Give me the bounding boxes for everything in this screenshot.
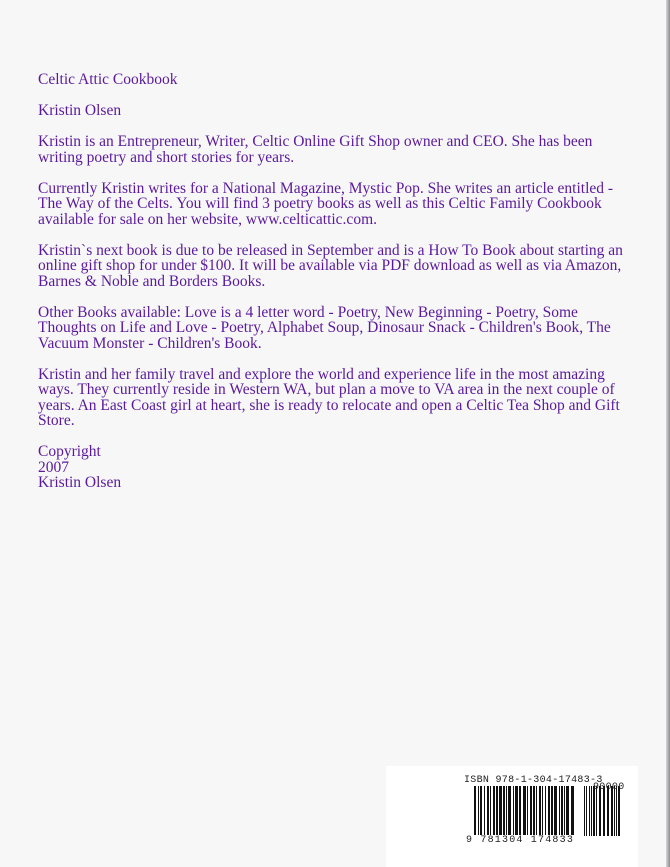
price-code: 90000 <box>593 782 625 793</box>
back-cover-text <box>38 72 628 491</box>
copyright-name: Kristin Olsen <box>38 474 122 491</box>
copyright-label: Copyright <box>38 443 101 460</box>
page-edge-shadow <box>666 0 670 867</box>
barcode-digits: 9 781304 174833 <box>466 835 575 846</box>
author-name: Kristin Olsen <box>38 102 122 119</box>
bio-paragraph-intro: Kristin is an Entrepreneur, Writer, Celtic Online Gift Shop owner and CEO. She has been writing poetry and short stories for years. <box>38 133 593 166</box>
bio-paragraph-next-book: Kristin`s next book is due to be released in September and is a How To Book about starting an online gift shop for under $100. It will be available via PDF download as well as via Amazon, Barnes & Noble and Borders Books. <box>38 241 623 290</box>
book-title: Celtic Attic Cookbook <box>38 71 178 88</box>
barcode-box <box>386 766 638 867</box>
copyright-block <box>38 444 628 491</box>
bio-paragraph-magazine: Currently Kristin writes for a National Magazine, Mystic Pop. She writes an article entitled - The Way of the Celts. You will find 3 poetry books as well as this Celtic Family Cookbook available for sale on her website, www.celticattic.com. <box>38 179 614 228</box>
isbn-label: ISBN 978-1-304-17483-3 <box>464 775 603 786</box>
bio-paragraph-family: Kristin and her family travel and explore the world and experience life in the most amazing ways. They currently reside in Western WA, but plan a move to VA area in the next couple of years. An East Coast girl at heart, she is ready to relocate and open a Celtic Tea Shop and Gift Store. <box>38 365 620 429</box>
copyright-year: 2007 <box>38 458 69 476</box>
bio-paragraph-other-books: Other Books available: Love is a 4 letter word - Poetry, New Beginning - Poetry, Some Thoughts on Life and Love - Poetry, Alphabet Soup, Dinosaur Snack - Children's Book, The Vacuum Monster - Children's Book. <box>38 303 611 352</box>
